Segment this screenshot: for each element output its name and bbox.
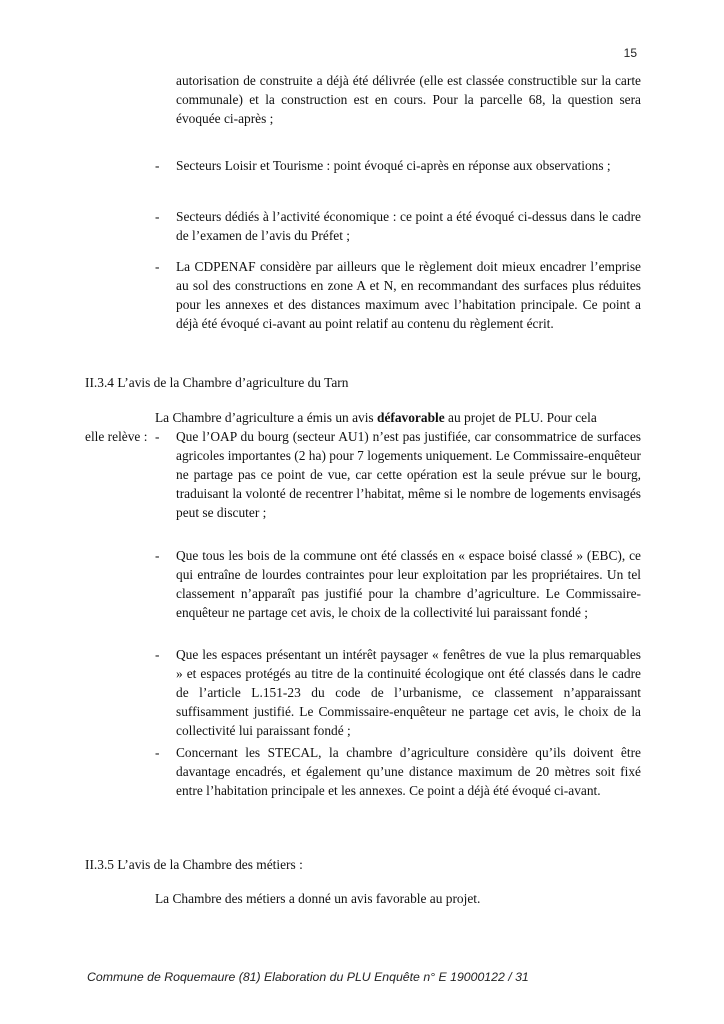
page-footer: Commune de Roquemaure (81) Elaboration du PLU Enquête n° E 19000122 / 31 — [87, 970, 529, 984]
bullet-dash: - — [155, 647, 160, 662]
bullet-dash: - — [155, 158, 160, 173]
bullet-dash: - — [155, 259, 160, 274]
intro-text-end: au projet de PLU. Pour cela — [448, 410, 597, 425]
list-item-text: Concernant les STECAL, la chambre d’agriculture considère qu’ils doivent être davantage encadrés, et également qu’une distance maximum de 20 mètres soit fixé entre l’habitation principale et les annexes. Ce point a déjà été évoqué ci-avant. — [176, 745, 641, 798]
list-item — [155, 207, 641, 245]
intro-emphasis: défavorable — [377, 410, 445, 425]
section-heading-chambre-metiers: II.3.5 L’avis de la Chambre des métiers : — [85, 857, 303, 872]
list-item — [155, 645, 641, 740]
section-paragraph: La Chambre des métiers a donné un avis favorable au projet. — [155, 891, 481, 906]
bullet-dash: - — [155, 429, 160, 444]
list-item-text: Secteurs dédiés à l’activité économique : ce point a été évoqué ci-dessus dans le cadre de l’examen de l’avis du Préfet ; — [176, 209, 641, 243]
intro-continuation: autorisation de construite a déjà été délivrée (elle est classée constructible sur la carte communale) et la construction est en cours. Pour la parcelle 68, la question sera évoquée ci-après ; — [176, 73, 641, 126]
list-item-text: Que l’OAP du bourg (secteur AU1) n’est pas justifiée, car consommatrice de surfaces agricoles importantes (2 ha) pour 7 logements uniquement. Le Commissaire-enquêteur ne partage pas ce point de vue, car cette opération est la seule prévue sur le bourg, traduisant la volonté de recentrer l’habitat, même si le nombre de logements envisagés peut se discuter ; — [176, 429, 641, 520]
list-item-text: La CDPENAF considère par ailleurs que le règlement doit mieux encadrer l’emprise au sol des constructions en zone A et N, en recommandant des surfaces plus réduites pour les annexes et des distances maximum avec l’habitation principale. Ce point a déjà été évoqué ci-avant au point relatif au contenu du règlement écrit. — [176, 259, 641, 331]
list-item — [155, 427, 641, 522]
list-item — [155, 257, 641, 333]
list-item-text: Secteurs Loisir et Tourisme : point évoqué ci-après en réponse aux observations ; — [176, 158, 611, 173]
bullet-dash: - — [155, 745, 160, 760]
list-item — [155, 156, 641, 175]
section-intro — [155, 408, 641, 427]
bullet-dash: - — [155, 548, 160, 563]
list-item — [155, 546, 641, 622]
intro-text-start: La Chambre d’agriculture a émis un avis — [155, 410, 374, 425]
list-item-text: Que tous les bois de la commune ont été classés en « espace boisé classé » (EBC), ce qui entraîne de lourdes contraintes pour leur exploitation par les propriétaires. Un tel classement n’apparaît pas justifié pour la chambre d’agriculture. Le Commissaire-enquêteur ne partage cet avis, le choix de la collectivité lui paraissant fondé ; — [176, 548, 641, 620]
list-item — [155, 743, 641, 800]
section-heading-chambre-agriculture: II.3.4 L’avis de la Chambre d’agriculture du Tarn — [85, 375, 349, 390]
section-intro-line2: elle relève : — [85, 429, 148, 444]
bullet-dash: - — [155, 209, 160, 224]
list-item-text: Que les espaces présentant un intérêt paysager « fenêtres de vue la plus remarquables » et espaces protégés au titre de la continuité écologique ont été classés dans le cadre de l’article L.151-23 du code de l’urbanisme, ce classement n’apparaissant suffisamment justifié. Le Commissaire-enquêteur ne partage cet avis, le choix de la collectivité lui paraissant fondé ; — [176, 647, 641, 738]
page-number: 15 — [623, 46, 637, 60]
